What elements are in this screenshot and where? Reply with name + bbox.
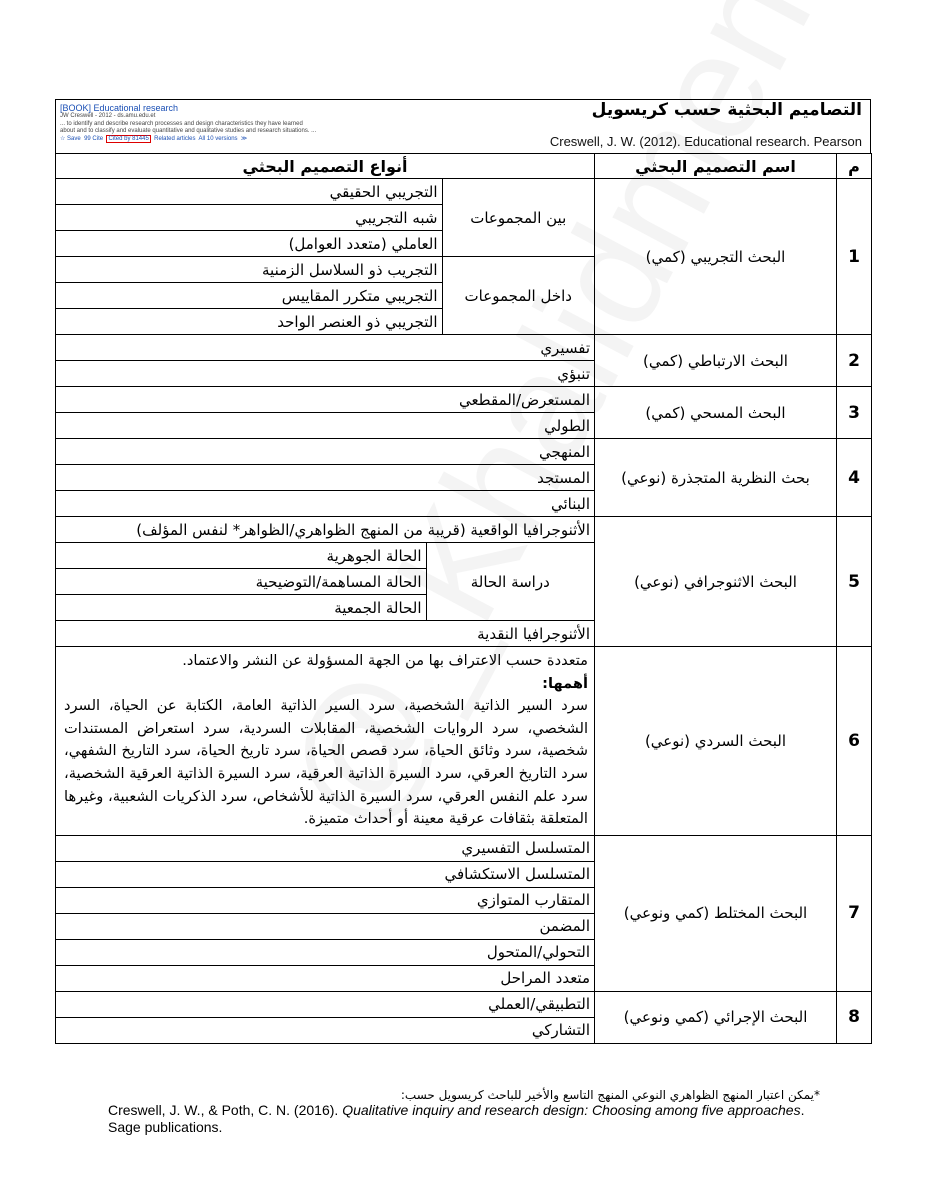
type-item: التحولي/المتحول [56, 939, 594, 965]
type-item: التشاركي [531, 1021, 590, 1040]
table-row [56, 439, 872, 517]
scholar-cite: 99 Cite [84, 135, 104, 142]
table-row [56, 179, 872, 335]
scholar-extra: ≫ [240, 135, 248, 142]
design-types-cell [56, 335, 595, 387]
table-row [56, 835, 872, 991]
design-name: البحث الارتباطي (كمي) [595, 335, 837, 387]
group-label: بين المجموعات [442, 179, 594, 257]
type-item: التطبيقي/العملي [56, 992, 594, 1018]
type-item: التجريبي متكرر المقاييس [56, 283, 442, 309]
type-item: الطولي [544, 416, 590, 435]
footnote-authors: Creswell, J. W., & Poth, C. N. (2016). [108, 1102, 343, 1118]
scholar-save: ☆ Save [60, 135, 81, 142]
row-number: 2 [837, 335, 872, 387]
table-row [56, 647, 872, 836]
narrative-body: سرد السير الذاتية الشخصية، سرد السير الذاتية العامة، الكتابة عن الحياة، السرد الشخصي، سرد الروايات الشخصية، المقابلات السردية، سرد استعراض المستندات شخصية، سرد وثائق الحياة، سرد قصص الحياة، سرد تاريخ الحياة، سرد التاريخ الشفهي، سرد التاريخ العرقي، سرد السيرة الذاتية العرقية، سرد السيرة الذاتية العرقية الشخصية، سرد علم النفس العرقي، سرد السيرة الذاتية للأشخاص، سرد الذكريات الشعبية، وغيرها المتعلقة بثقافات عرقية معينة أو أحداث متميزة. [64, 697, 588, 828]
footnote-arabic: *يمكن اعتبار المنهج الظواهري النوعي المنهج التاسع والأخير للباحث كريسويل حسب: [400, 1088, 820, 1102]
scholar-related: Related articles [154, 135, 196, 142]
design-name: البحث السردي (نوعي) [595, 647, 837, 836]
scholar-snippet-image [60, 103, 390, 143]
scholar-byline: JW Creswell - 2012 - ds.amu.edu.et [60, 113, 156, 119]
type-item: العاملي (متعدد العوامل) [56, 231, 442, 257]
type-item: المتقارب المتوازي [56, 887, 594, 913]
type-item: الحالة الجمعية [56, 595, 426, 621]
type-item: المضمن [56, 913, 594, 939]
footnote-reference [108, 1102, 828, 1136]
group-label: دراسة الحالة [426, 543, 594, 621]
narrative-intro: متعددة حسب الاعتراف بها من الجهة المسؤولة عن النشر والاعتماد. [182, 652, 588, 669]
table-header-row [56, 154, 872, 179]
table-row [56, 991, 872, 1043]
row-number: 5 [837, 517, 872, 647]
type-item: المتسلسل الاستكشافي [56, 861, 594, 887]
design-types-cell [56, 179, 595, 335]
row-number: 4 [837, 439, 872, 517]
col-header-design-types: أنواع التصميم البحثي [56, 154, 595, 179]
narrative-types-text [56, 647, 594, 835]
type-item: متعدد المراحل [500, 969, 590, 988]
type-item: الأثنوجرافيا الواقعية (قريبة من المنهج الظواهري/الظواهر* لنفس المؤلف) [56, 517, 594, 543]
page-header [55, 99, 871, 153]
group-label: داخل المجموعات [442, 257, 594, 335]
type-item: تفسيري [56, 335, 594, 361]
footnote [108, 1088, 828, 1136]
document-table-wrapper [55, 99, 871, 1044]
type-item: التجريب ذو السلاسل الزمنية [56, 257, 442, 283]
type-item: الأثنوجرافيا النقدية [477, 624, 590, 643]
col-header-design-name: اسم التصميم البحثي [595, 154, 837, 179]
design-name: البحث المختلط (كمي ونوعي) [595, 835, 837, 991]
scholar-actions [60, 136, 390, 144]
type-item: المنهجي [56, 439, 594, 465]
design-name: بحث النظرية المتجذرة (نوعي) [595, 439, 837, 517]
footnote-book-title: Qualitative inquiry and research design: Choosing among five approaches [342, 1102, 801, 1118]
design-name: البحث الاثنوجرافي (نوعي) [595, 517, 837, 647]
row-number: 3 [837, 387, 872, 439]
table-row [56, 517, 872, 647]
design-types-cell [56, 517, 595, 647]
scholar-versions: All 10 versions [198, 135, 238, 142]
design-types-cell [56, 835, 595, 991]
design-name: البحث التجريبي (كمي) [595, 179, 837, 335]
row-number: 6 [837, 647, 872, 836]
design-types-cell [56, 387, 595, 439]
scholar-cited-by: Cited by 81445 [108, 135, 149, 142]
design-types-cell [56, 991, 595, 1043]
page-reference: Creswell, J. W. (2012). Educational research. Pearson [549, 134, 862, 149]
type-item: التجريبي الحقيقي [56, 179, 442, 205]
design-name: البحث الإجرائي (كمي ونوعي) [595, 991, 837, 1043]
design-name: البحث المسحي (كمي) [595, 387, 837, 439]
row-number: 8 [837, 991, 872, 1043]
type-item: شبه التجريبي [56, 205, 442, 231]
table-row [56, 335, 872, 387]
type-item: البنائي [550, 494, 590, 513]
type-item: المتسلسل التفسيري [56, 836, 594, 862]
type-item: المستعرض/المقطعي [56, 387, 594, 413]
row-number: 1 [837, 179, 872, 335]
scholar-title: [BOOK] Educational research [60, 103, 179, 113]
scholar-line-1: ... to identify and describe research processes and design characteristics they have learned [60, 120, 303, 127]
design-types-cell [56, 647, 595, 836]
table-row [56, 387, 872, 439]
page-title: التصاميم البحثية حسب كريسويل [591, 100, 862, 120]
row-number: 7 [837, 835, 872, 991]
type-item: المستجد [56, 465, 594, 491]
design-types-cell [56, 439, 595, 517]
footnote-publisher: . Sage publications. [108, 1102, 805, 1135]
type-item: الحالة الجوهرية [56, 543, 426, 569]
type-item: الحالة المساهمة/التوضيحية [56, 569, 426, 595]
type-item: تنبؤي [557, 364, 590, 383]
designs-table [55, 153, 872, 1044]
type-item: التجريبي ذو العنصر الواحد [277, 312, 438, 331]
scholar-line-2: about and to classify and evaluate quantitative and qualitative studies and research situations. ... [60, 128, 317, 134]
col-header-num: م [837, 154, 872, 179]
narrative-important-label: أهمها: [542, 674, 588, 692]
